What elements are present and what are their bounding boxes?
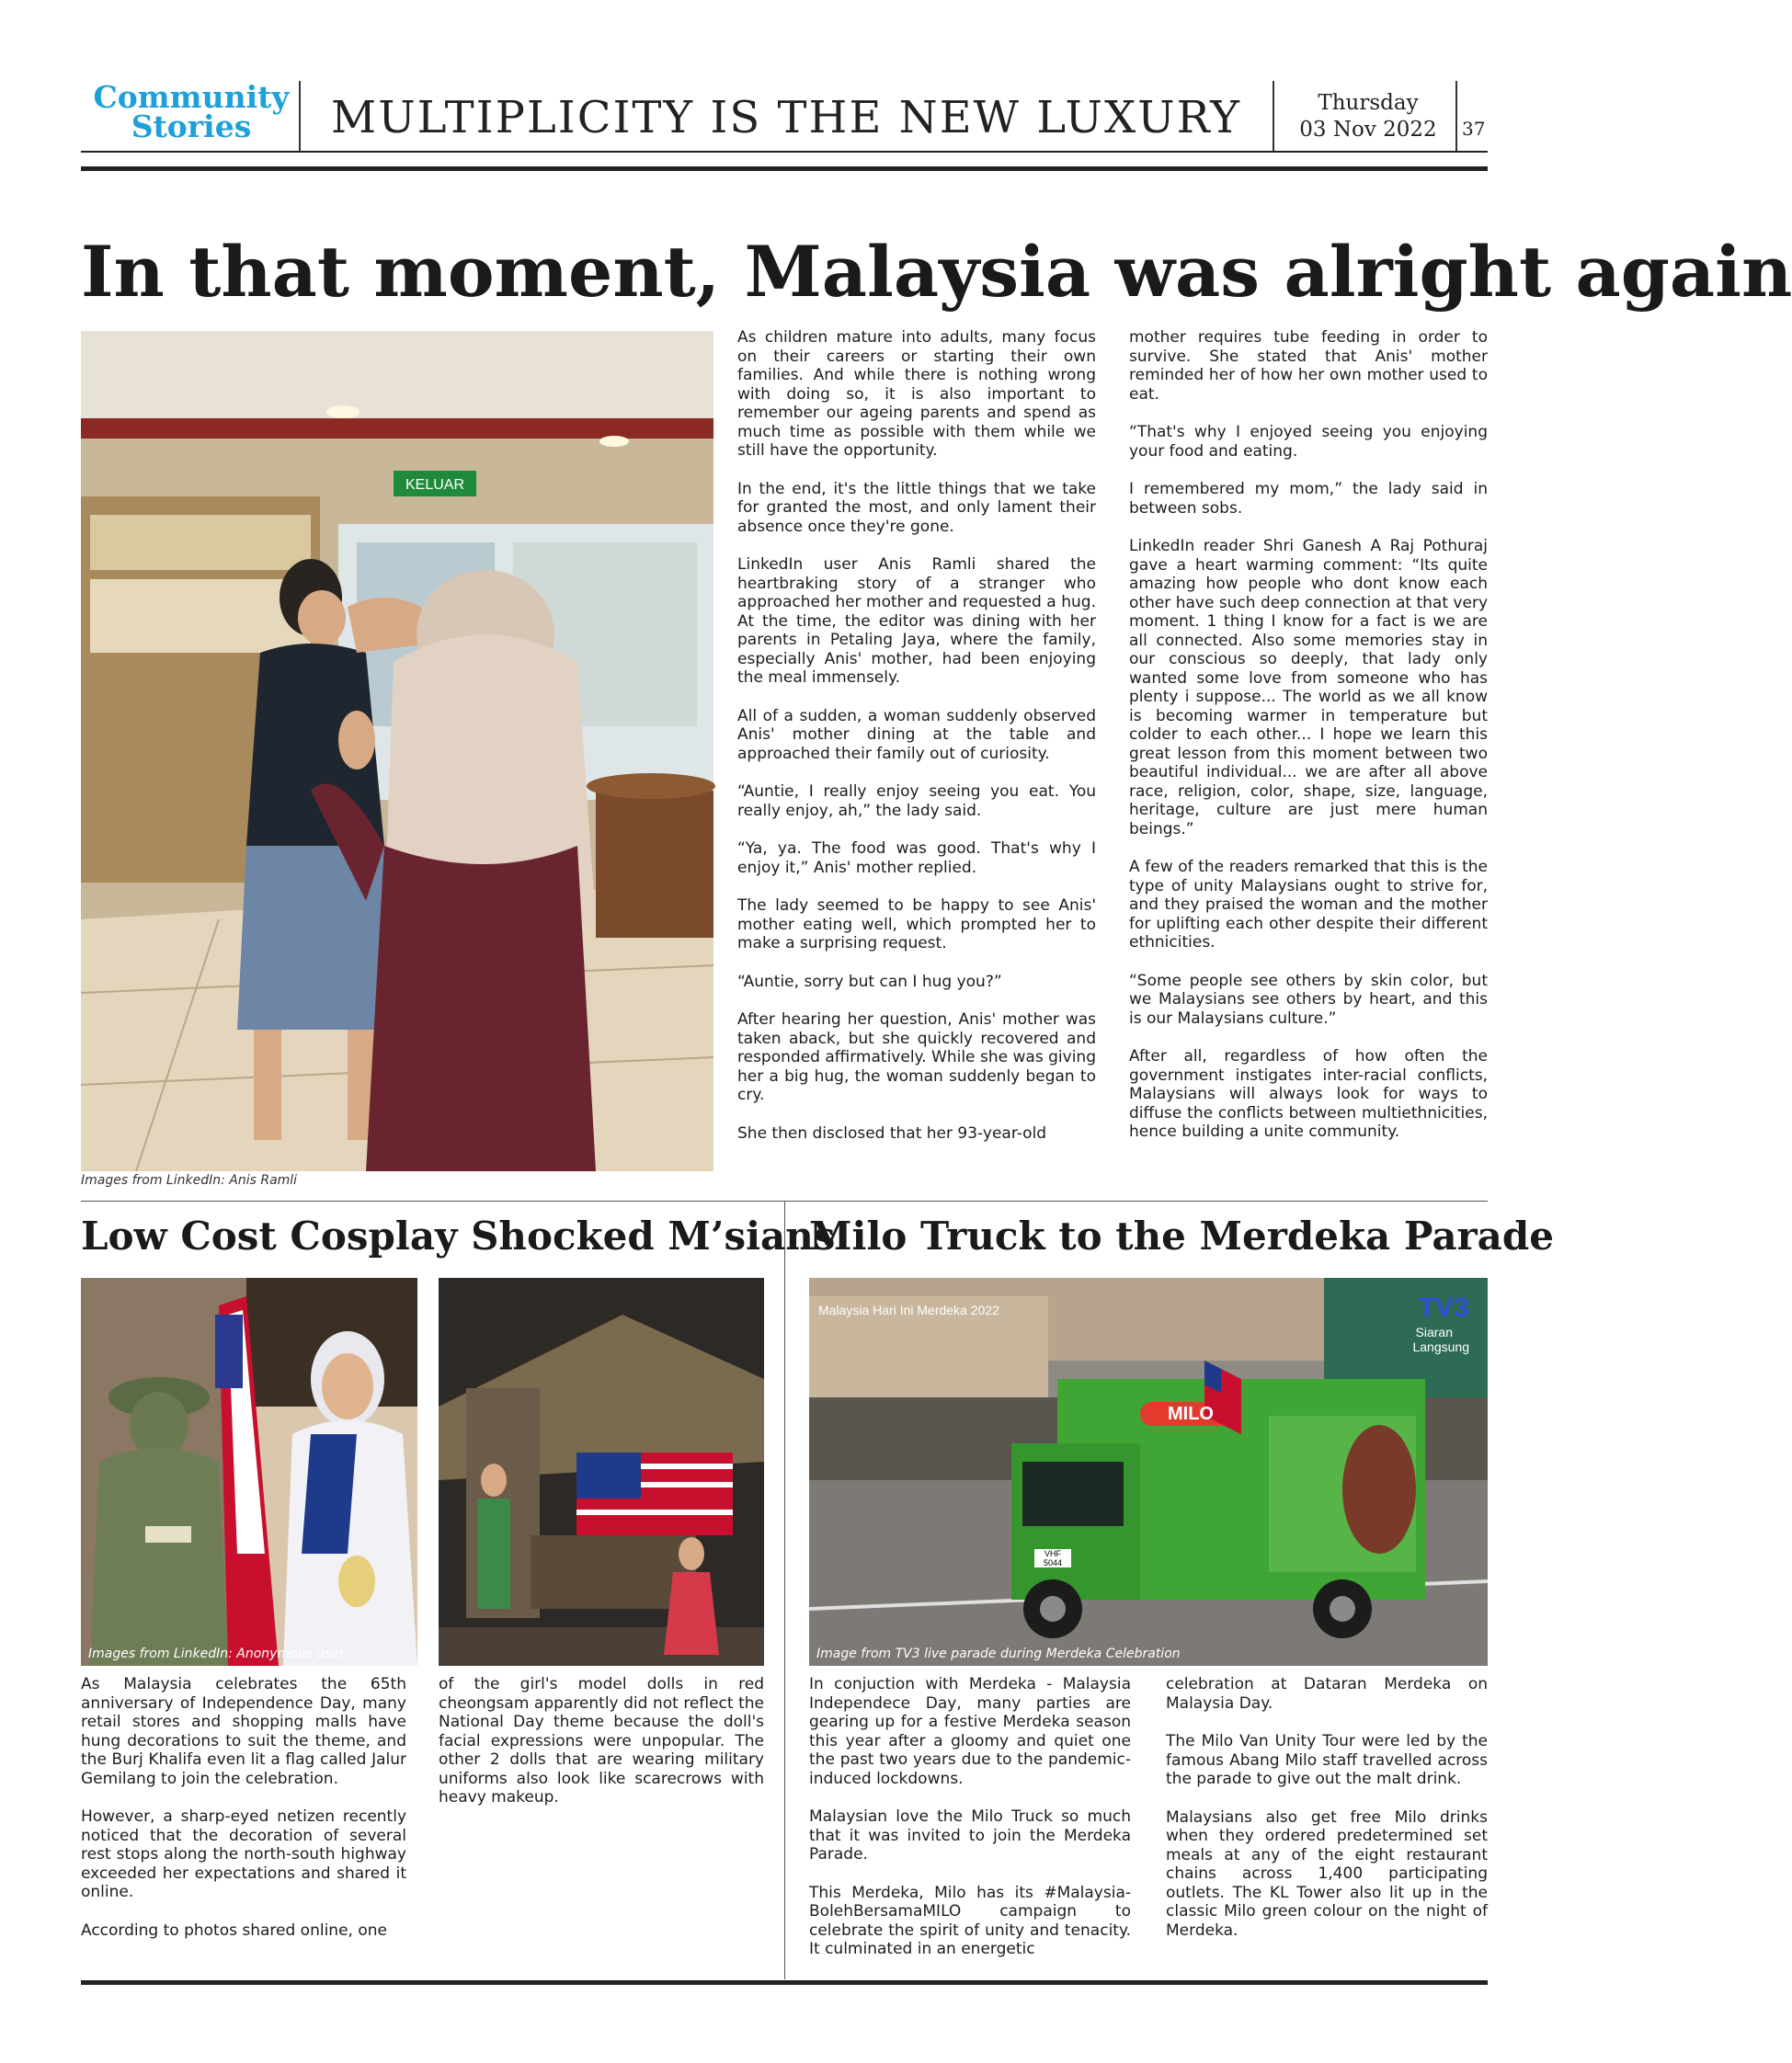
milo-photo-illustration xyxy=(809,1278,1488,1666)
cosplay-photo-2 xyxy=(439,1278,764,1666)
paragraph: A few of the readers remarked that this is the type of unity Malaysians ought to strive for, and they praised the woman and the mother for uplifting each other despite their different ethnicities. xyxy=(1129,858,1488,952)
paragraph: “That's why I enjoyed seeing you enjoying your food and eating. xyxy=(1129,423,1488,461)
header-divider xyxy=(299,81,301,153)
cosplay-photo-caption: Images from LinkedIn: Anonymous user xyxy=(88,1647,345,1661)
paragraph: In the end, it's the little things that we take for granted the most, and only lament their absence once they're gone. xyxy=(737,479,1096,536)
paragraph: As children mature into adults, many focus on their careers or starting their own families. And while there is nothing wrong with doing so, it is also important to remember our ageing parents and spend as much time as possible with them while we still have the opportunity. xyxy=(737,328,1096,460)
plate-line-2: 5044 xyxy=(1043,1558,1063,1567)
paragraph: I remembered my mom,” the lady said in between sobs. xyxy=(1129,480,1488,518)
issue-date xyxy=(1276,90,1460,143)
paragraph: After all, regardless of how often the government instigates inter-racial conflicts, Malaysians will always look for ways to diffuse the conflicts between multiethnicities, hence building a unite community. xyxy=(1129,1047,1488,1141)
cosplay-column-2 xyxy=(439,1675,764,1827)
live-label-1: Siaran xyxy=(1415,1325,1453,1339)
milo-title: Milo Truck to the Merdeka Parade xyxy=(809,1214,1554,1259)
truck-milo-logo: MILO xyxy=(1168,1404,1214,1424)
milo-overlay-title: Malaysia Hari Ini Merdeka 2022 xyxy=(818,1303,999,1317)
paragraph: mother requires tube feeding in order to survive. She stated that Anis' mother reminded her of how her own mother used to eat. xyxy=(1129,328,1488,404)
main-photo-illustration xyxy=(81,331,713,1171)
live-label-2: Langsung xyxy=(1412,1339,1469,1354)
paragraph: After hearing her question, Anis' mother was taken aback, but she quickly recovered and responded affirmatively. While she was giving her a big hug, the woman suddenly began to cry. xyxy=(737,1010,1096,1104)
footer-rule xyxy=(81,1980,1488,1985)
paragraph: “Ya, ya. The food was good. That's why I enjoy it,” Anis' mother replied. xyxy=(737,839,1096,877)
header-divider xyxy=(1455,81,1457,153)
paragraph: Malaysian love the Milo Truck so much that it was invited to join the Merdeka Parade. xyxy=(809,1807,1131,1864)
page-number: 37 xyxy=(1462,118,1486,140)
paragraph: “Some people see others by skin color, but we Malaysians see others by heart, and this is our Malaysians culture.” xyxy=(1129,971,1488,1028)
section-brand xyxy=(81,79,302,144)
header-rule-thin xyxy=(81,151,1488,153)
paragraph: In conjuction with Merdeka - Malaysia Independece Day, many parties are gearing up for a festive Merdeka season this year after a gloomy and quiet one the past two years due to the pandemic-induced lockdowns. xyxy=(809,1675,1131,1788)
section-name-line2: Stories xyxy=(131,108,252,144)
paragraph: This Merdeka, Milo has its #Malaysia-BolehBersamaMILO campaign to celebrate the spirit of unity and tenacity. It culminated in an energetic xyxy=(809,1883,1131,1958)
exit-sign-text: KELUAR xyxy=(405,477,465,493)
cosplay-photo-1-illustration xyxy=(81,1278,417,1666)
paragraph: LinkedIn reader Shri Ganesh A Raj Pothuraj gave a heart warming comment: “Its quite amazing how people who dont know each other have such deep connection at that very moment. 1 thing I know for a fact is we are all connected. Also some memories stay in our conscious so deeply, that lady only wanted some love from someone who has plenty i suppose... The world as we all know is becoming warmer in temperature but colder to each other... I hope we learn this great lesson from this moment between two beautiful individual... we are after all above race, religion, color, shape, size, language, heritage, culture are just mere human beings.” xyxy=(1129,537,1488,838)
plate-line-1: VHF xyxy=(1044,1549,1061,1558)
paragraph: The lady seemed to be happy to see Anis' mother eating well, which prompted her to make a surprising request. xyxy=(737,896,1096,952)
paragraph: According to photos shared online, one xyxy=(81,1921,387,1940)
main-article-column-2 xyxy=(1129,328,1488,1161)
cosplay-column-1 xyxy=(81,1675,406,1959)
cosplay-photo-1 xyxy=(81,1278,417,1666)
milo-photo xyxy=(809,1278,1488,1666)
header-divider xyxy=(1273,81,1274,153)
issue-day: Thursday xyxy=(1318,91,1419,115)
paragraph: The Milo Van Unity Tour were led by the famous Abang Milo staff travelled across the parade to give out the malt drink. xyxy=(1166,1732,1488,1788)
paragraph: Malaysians also get free Milo drinks when they ordered predetermined set meals at any of the eight restaurant chains across 1,400 participating outlets. The KL Tower also lit up in the classic Milo green colour on the night of Merdeka. xyxy=(1166,1807,1488,1940)
section-name-line1: Community xyxy=(93,79,290,115)
paragraph: of the girl's model dolls in red cheongsam apparently did not reflect the National Day theme because the doll's facial expressions were unpopular. The other 2 dolls that are wearing military uniforms also look like scarecrows with heavy makeup. xyxy=(439,1675,764,1807)
main-photo-caption: Images from LinkedIn: Anis Ramli xyxy=(81,1173,298,1188)
paragraph: She then disclosed that her 93-year-old xyxy=(737,1123,1047,1143)
cosplay-title: Low Cost Cosplay Shocked M’sians xyxy=(81,1214,836,1259)
masthead: MULTIPLICITY IS THE NEW LUXURY xyxy=(331,92,1241,143)
cosplay-photo-2-illustration xyxy=(439,1278,764,1666)
paragraph: celebration at Dataran Merdeka on Malaysia Day. xyxy=(1166,1675,1488,1713)
milo-column-2 xyxy=(1166,1675,1488,1959)
header-rule-thick xyxy=(81,166,1488,171)
column-divider xyxy=(784,1202,785,1979)
main-photo xyxy=(81,331,713,1171)
main-headline: In that moment, Malaysia was alright again xyxy=(81,231,1792,313)
issue-date-value: 03 Nov 2022 xyxy=(1299,118,1437,142)
paragraph: LinkedIn user Anis Ramli shared the heartbraking story of a stranger who approached her mother and requested a hug. At the time, the editor was dining with her parents in Petaling Jaya, where the family, especially Anis' mother, had been enjoying the meal immensely. xyxy=(737,555,1096,687)
paragraph: As Malaysia celebrates the 65th anniversary of Independence Day, many retail stores and shopping malls have hung decorations to suit the theme, and the Burj Khalifa even lit a flag called Jalur Gemilang to join the celebration. xyxy=(81,1675,406,1788)
main-article-column-1 xyxy=(737,328,1096,1162)
milo-photo-caption: Image from TV3 live parade during Merdeka Celebration xyxy=(816,1647,1181,1661)
paragraph: All of a sudden, a woman suddenly observed Anis' mother dining at the table and approached their family out of curiosity. xyxy=(737,706,1096,763)
tv3-logo: TV3 xyxy=(1418,1293,1469,1323)
milo-column-1 xyxy=(809,1675,1131,1978)
paragraph: “Auntie, sorry but can I hug you?” xyxy=(737,972,1002,991)
paragraph: However, a sharp-eyed netizen recently noticed that the decoration of several rest stops along the north-south highway exceeded her expectations and shared it online. xyxy=(81,1807,406,1901)
paragraph: “Auntie, I really enjoy seeing you eat. You really enjoy, ah,” the lady said. xyxy=(737,782,1096,820)
